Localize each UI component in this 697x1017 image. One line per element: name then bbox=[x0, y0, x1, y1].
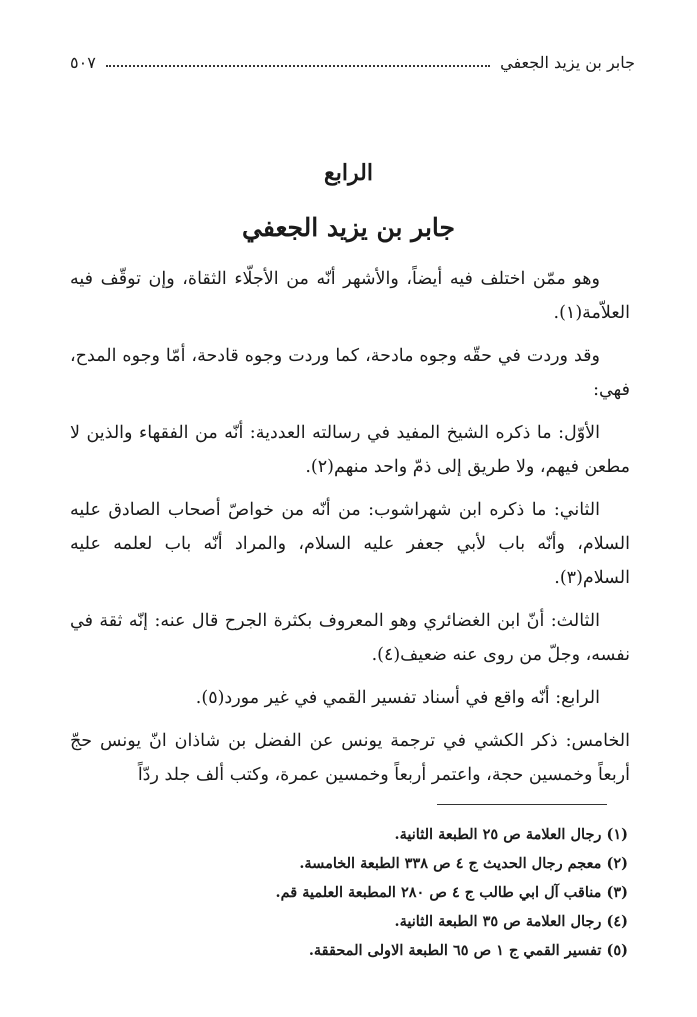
section-title: جابر بن يزيد الجعفي bbox=[241, 213, 455, 242]
footnote-5: (٥) تفسير القمي ج ١ ص ٦٥ الطبعة الاولى المحققة. bbox=[308, 942, 628, 959]
paragraph-fourth: الرابع: أنّه واقع في أسناد تفسير القمي في غير مورد(٥). bbox=[195, 688, 600, 708]
paragraph-second: الثاني: ما ذكره ابن شهراشوب: من أنّه من خواصّ أصحاب الصادق عليه السلام، وأنّه باب لأبي جعفر عليه السلام، والمراد أنّه باب لعلمه عليه السلام(٣). bbox=[70, 500, 630, 588]
footnote-4: (٤) رجال العلامة ص ٣٥ الطبعة الثانية. bbox=[394, 913, 628, 930]
page-number: ٥٠٧ bbox=[70, 52, 96, 72]
footnotes bbox=[70, 820, 628, 965]
body-text bbox=[70, 262, 630, 801]
paragraph-praise-aspects: وقد وردت في حقّه وجوه مادحة، كما وردت وجوه قادحة، أمّا وجوه المدح، فهي: bbox=[70, 346, 630, 400]
footnote-divider bbox=[437, 804, 607, 805]
section-heading: الرابع bbox=[324, 160, 373, 186]
paragraph-fifth: الخامس: ذكر الكشي في ترجمة يونس عن الفضل بن شاذان انّ يونس حجّ أربعاً وخمسين حجة، واعتمر أربعاً وخمسين عمرة، وكتب ألف جلد ردّاً bbox=[70, 731, 630, 785]
footnote-2: (٢) معجم رجال الحديث ج ٤ ص ٣٣٨ الطبعة الخامسة. bbox=[299, 855, 628, 872]
footnote-3: (٣) مناقب آل ابي طالب ج ٤ ص ٢٨٠ المطبعة العلمية قم. bbox=[275, 884, 628, 901]
running-title: جابر بن يزيد الجعفي bbox=[500, 52, 635, 72]
footnote-1: (١) رجال العلامة ص ٢٥ الطبعة الثانية. bbox=[394, 826, 628, 843]
paragraph-intro: وهو ممّن اختلف فيه أيضاً، والأشهر أنّه من الأجلّاء الثقاة، وإن توقّف فيه العلاّمة(١). bbox=[70, 269, 630, 323]
paragraph-third: الثالث: أنّ ابن الغضائري وهو المعروف بكثرة الجرح قال عنه: إنّه ثقة في نفسه، وجلّ من روى عنه ضعيف(٤). bbox=[70, 611, 630, 665]
paragraph-first: الأوّل: ما ذكره الشيخ المفيد في رسالته العددية: أنّه من الفقهاء والذين لا مطعن فيهم، ولا طريق إلى ذمّ واحد منهم(٢). bbox=[70, 423, 630, 477]
leader-dots bbox=[106, 65, 490, 67]
running-header bbox=[70, 50, 635, 74]
